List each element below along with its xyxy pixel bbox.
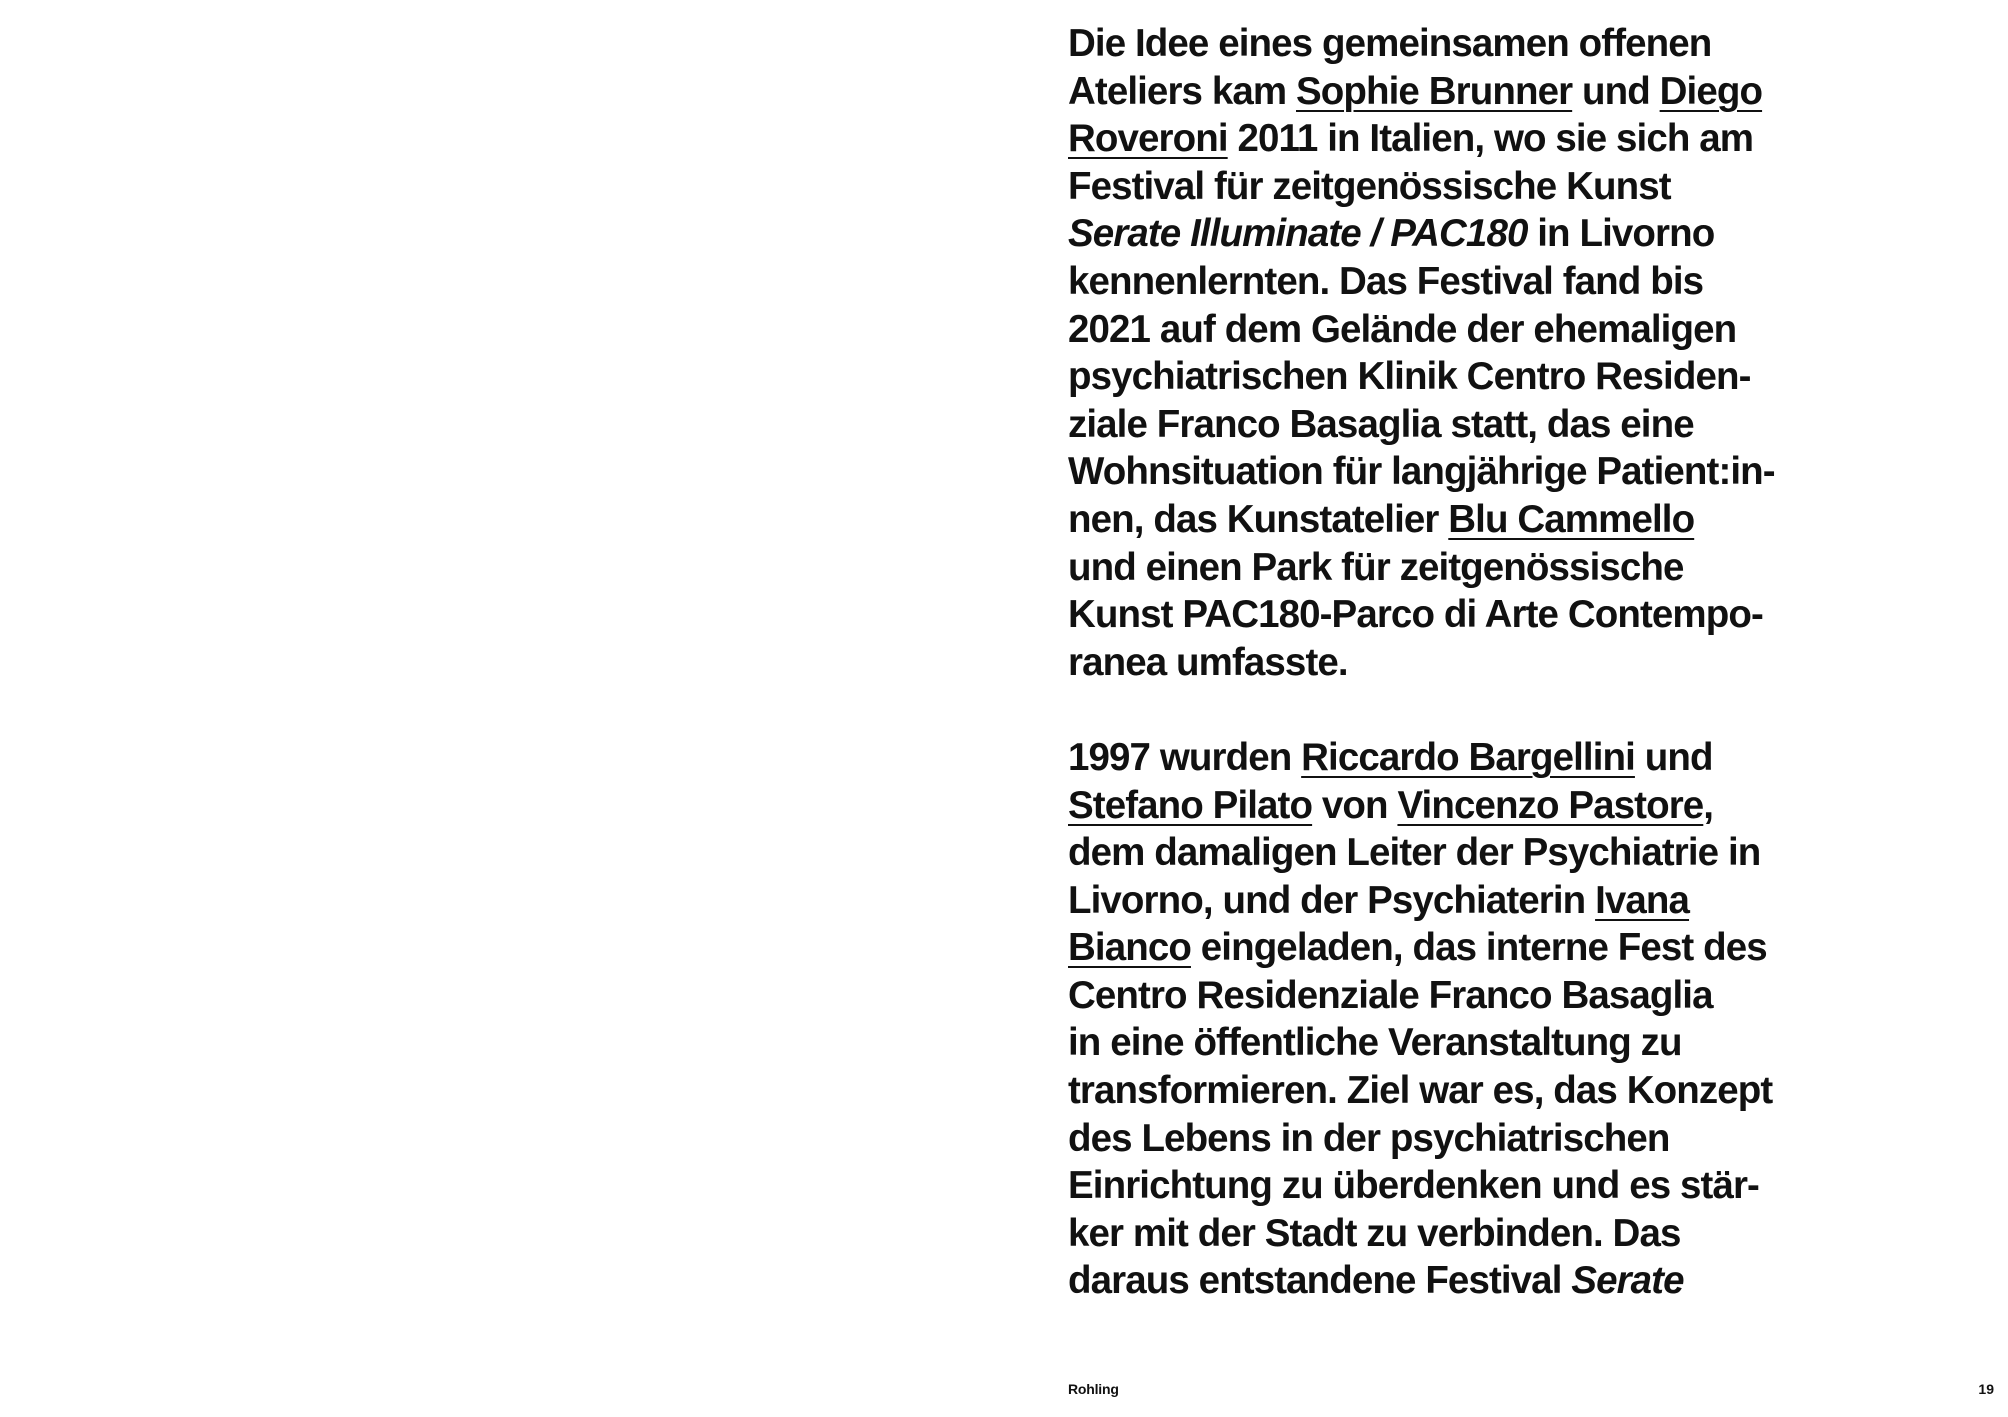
- text-line: in eine öffentliche Veranstaltung zu: [1068, 1021, 1682, 1065]
- body-text: [1068, 20, 1868, 1305]
- page-number: 19: [1978, 1381, 1994, 1397]
- festival-title-italic: Serate Illuminate / PAC180: [1068, 212, 1528, 256]
- name-link-diego-roveroni-part2[interactable]: Roveroni: [1068, 117, 1228, 161]
- running-title: Rohling: [1068, 1381, 1119, 1397]
- name-link-vincenzo-pastore[interactable]: Vincenzo Pastore: [1397, 783, 1704, 827]
- text-line: Stefano Pilato von Vincenzo Pastore,: [1068, 783, 1714, 827]
- text-line: psychiatrischen Klinik Centro Residen-: [1068, 355, 1751, 399]
- paragraph-2: [1068, 734, 1868, 1305]
- text-line: ranea umfasste.: [1068, 640, 1348, 684]
- text-line: ziale Franco Basaglia statt, das eine: [1068, 402, 1694, 446]
- text-line: Festival für zeitgenössische Kunst: [1068, 164, 1671, 208]
- text-line: des Lebens in der psychiatrischen: [1068, 1116, 1670, 1160]
- text-line: Die Idee eines gemeinsamen offenen: [1068, 22, 1712, 65]
- text-line: Einrichtung zu überdenken und es stär-: [1068, 1164, 1759, 1208]
- text-line: Centro Residenziale Franco Basaglia: [1068, 973, 1713, 1017]
- text-line: Bianco eingeladen, das interne Fest des: [1068, 926, 1767, 970]
- text-line: nen, das Kunstatelier Blu Cammello: [1068, 497, 1695, 541]
- text-line: Serate Illuminate / PAC180 in Livorno: [1068, 212, 1715, 256]
- name-link-ivana-bianco-part2[interactable]: Bianco: [1068, 926, 1191, 970]
- text-line: daraus entstandene Festival Serate: [1068, 1259, 1684, 1303]
- text-line: und einen Park für zeitgenössische: [1068, 545, 1684, 589]
- text-line: Wohnsituation für langjährige Patient:in-: [1068, 450, 1775, 494]
- text-line: transformieren. Ziel war es, das Konzept: [1068, 1069, 1773, 1113]
- text-line: Kunst PAC180-Parco di Arte Contempo-: [1068, 593, 1763, 637]
- text-line: Roveroni 2011 in Italien, wo sie sich am: [1068, 117, 1754, 161]
- text-line: kennenlernten. Das Festival fand bis: [1068, 259, 1704, 303]
- name-link-stefano-pilato[interactable]: Stefano Pilato: [1068, 783, 1313, 827]
- name-link-sophie-brunner[interactable]: Sophie Brunner: [1296, 69, 1573, 113]
- festival-title-italic: Serate: [1571, 1259, 1684, 1303]
- text-line: dem damaligen Leiter der Psychiatrie in: [1068, 831, 1761, 875]
- name-link-riccardo-bargellini[interactable]: Riccardo Bargellini: [1301, 735, 1635, 779]
- text-line: Livorno, und der Psychiaterin Ivana: [1068, 878, 1690, 922]
- paragraph-1: [1068, 20, 1868, 686]
- text-line: Ateliers kam Sophie Brunner und Diego: [1068, 69, 1763, 113]
- name-link-ivana-bianco-part1[interactable]: Ivana: [1595, 878, 1690, 922]
- name-link-diego-roveroni-part1[interactable]: Diego: [1659, 69, 1763, 113]
- text-line: 2021 auf dem Gelände der ehemaligen: [1068, 307, 1737, 351]
- text-line: ker mit der Stadt zu verbinden. Das: [1068, 1211, 1681, 1255]
- text-line: 1997 wurden Riccardo Bargellini und: [1068, 735, 1713, 779]
- name-link-blu-cammello[interactable]: Blu Cammello: [1448, 497, 1695, 541]
